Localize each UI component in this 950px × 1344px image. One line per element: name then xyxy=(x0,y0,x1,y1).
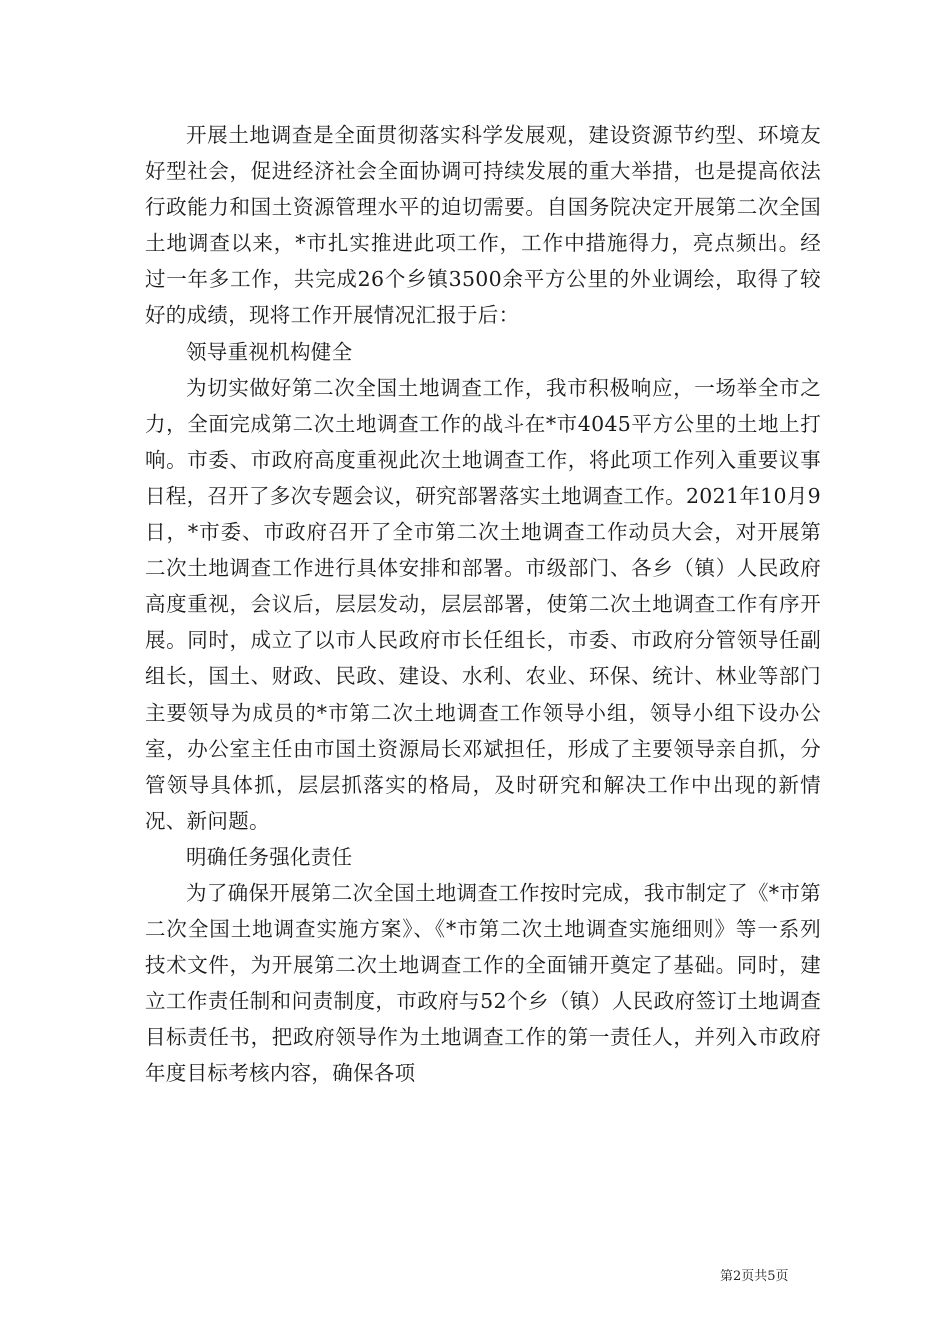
responsibility-paragraph: 为了确保开展第二次全国土地调查工作按时完成，我市制定了《*市第二次全国土地调查实施方案》、《*市第二次土地调查实施细则》等一系列技术文件，为开展第二次土地调查工作的全面铺开奠定了基础。同时，建立工作责任制和问责制度，市政府与52个乡（镇）人民政府签订土地调查目标责任书，把政府领导作为土地调查工作的第一责任人，并列入市政府年度目标考核内容，确保各项 xyxy=(145,880,821,1086)
intro-paragraph: 开展土地调查是全面贯彻落实科学发展观，建设资源节约型、环境友好型社会，促进经济社会全面协调可持续发展的重大举措，也是提高依法行政能力和国土资源管理水平的迫切需要。自国务院决定开展第二次全国土地调查以来，*市扎实推进此项工作，工作中措施得力，亮点频出。经过一年多工作，共完成26个乡镇3500余平方公里的外业调绘，取得了较好的成绩，现将工作开展情况汇报于后： xyxy=(145,123,821,328)
document-body xyxy=(145,117,821,1092)
leadership-paragraph: 为切实做好第二次全国土地调查工作，我市积极响应，一场举全市之力，全面完成第二次土地调查工作的战斗在*市4045平方公里的土地上打响。市委、市政府高度重视此次土地调查工作，将此项工作列入重要议事日程，召开了多次专题会议，研究部署落实土地调查工作。2021年10月9日，*市委、市政府召开了全市第二次土地调查工作动员大会，对开展第二次土地调查工作进行具体安排和部署。市级部门、各乡（镇）人民政府高度重视，会议后，层层发动，层层部署，使第二次土地调查工作有序开展。同时，成立了以市人民政府市长任组长，市委、市政府分管领导任副组长，国土、财政、民政、建设、水利、农业、环保、统计、林业等部门主要领导为成员的*市第二次土地调查工作领导小组，领导小组下设办公室，办公室主任由市国土资源局长邓斌担任，形成了主要领导亲自抓，分管领导具体抓，层层抓落实的格局，及时研究和解决工作中出现的新情况、新问题。 xyxy=(145,375,821,833)
section-heading-leadership: 领导重视机构健全 xyxy=(186,339,353,364)
page-number-footer: 第2页共5页 xyxy=(720,1269,789,1284)
section-heading-responsibility: 明确任务强化责任 xyxy=(186,844,353,869)
